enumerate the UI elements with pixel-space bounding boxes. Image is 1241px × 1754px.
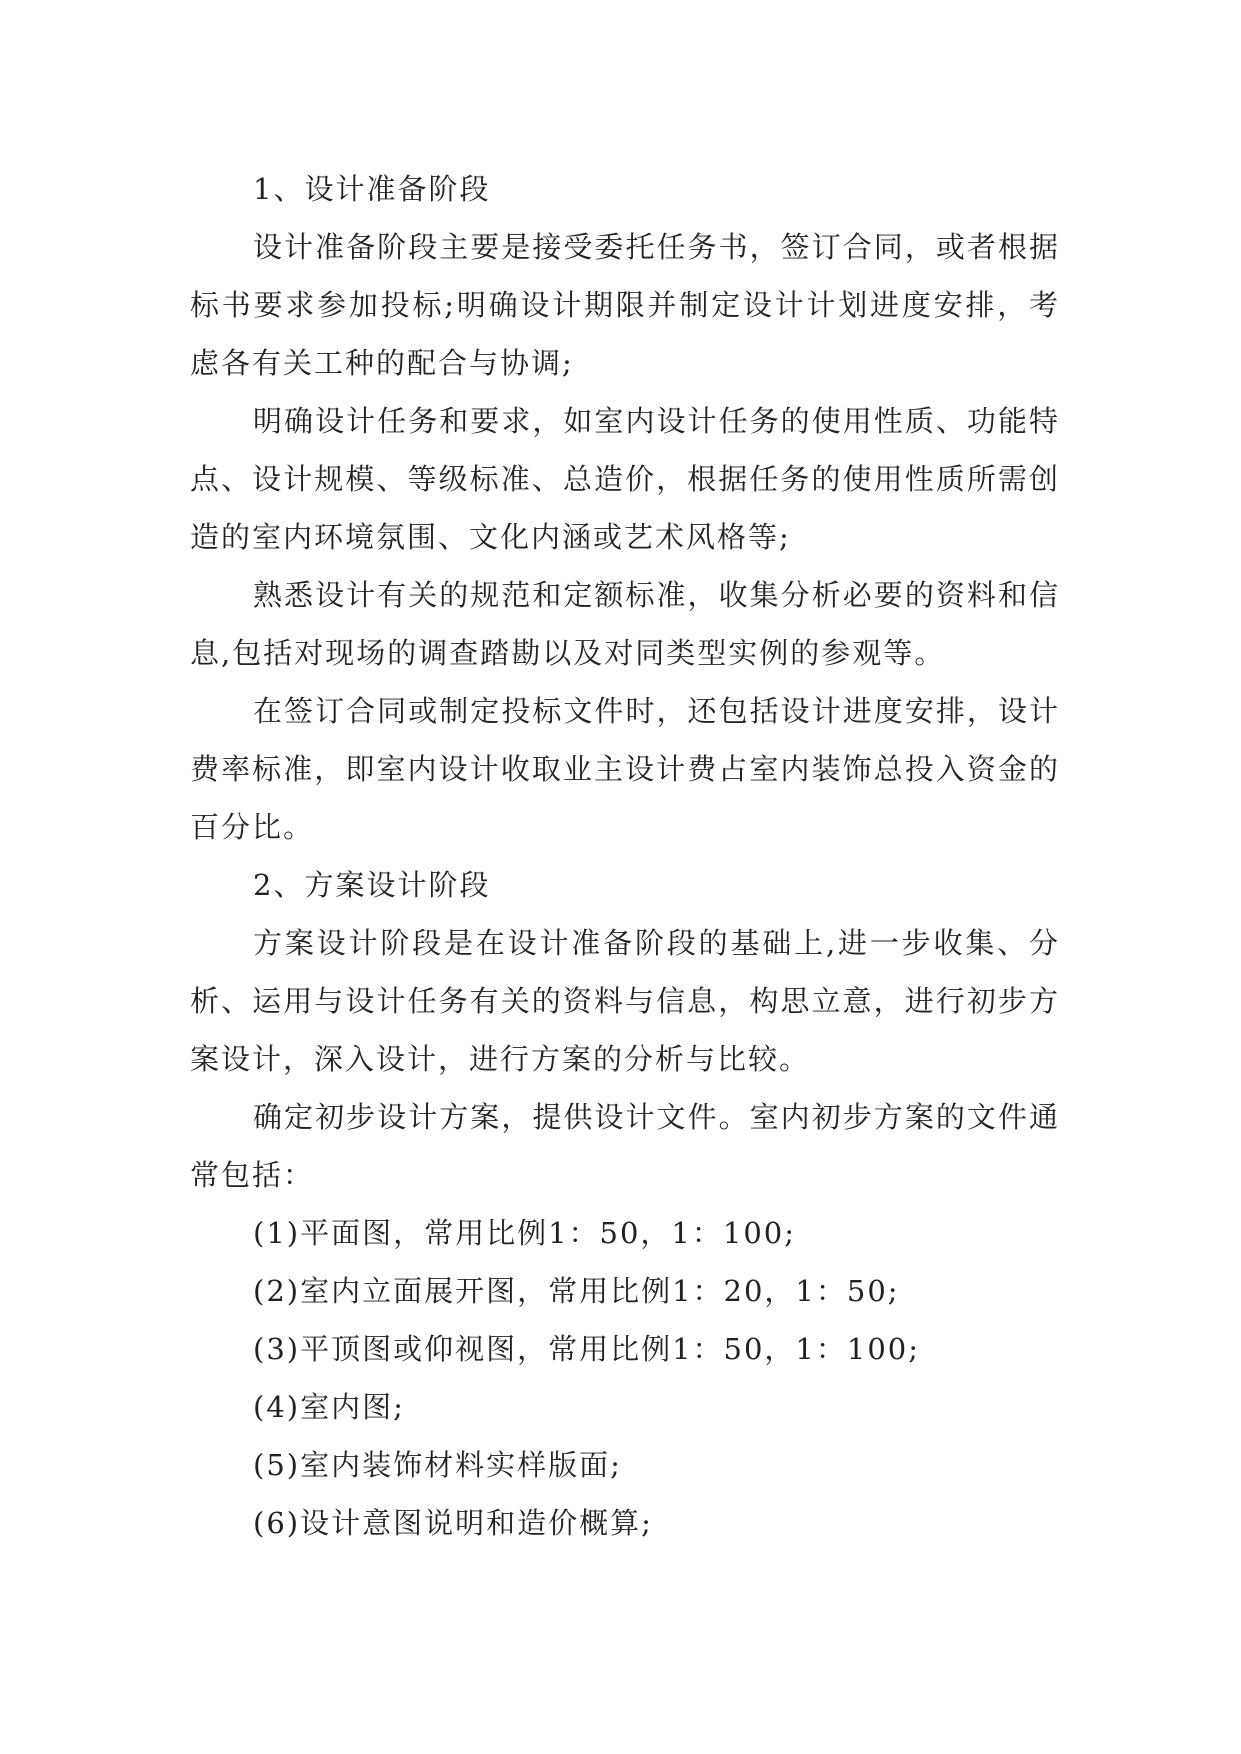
paragraph: 确定初步设计方案，提供设计文件。室内初步方案的文件通常包括： [190, 1100, 1060, 1192]
section-heading-1: 1、设计准备阶段 [253, 172, 491, 206]
paragraph: 熟悉设计有关的规范和定额标准，收集分析必要的资料和信息,包括对现场的调查踏勘以及对同类型实例的参观等。 [190, 578, 1060, 670]
list-item: (3)平顶图或仰视图，常用比例1：50，1：100; [253, 1332, 921, 1366]
list-item: (6)设计意图说明和造价概算; [253, 1506, 653, 1540]
list-item: (1)平面图，常用比例1：50，1：100; [253, 1216, 797, 1250]
paragraph: 在签订合同或制定投标文件时，还包括设计进度安排，设计费率标准，即室内设计收取业主设计费占室内装饰总投入资金的百分比。 [190, 694, 1060, 844]
paragraph: 方案设计阶段是在设计准备阶段的基础上,进一步收集、分析、运用与设计任务有关的资料与信息，构思立意，进行初步方案设计，深入设计，进行方案的分析与比较。 [190, 926, 1060, 1076]
list-item: (5)室内装饰材料实样版面; [253, 1448, 622, 1482]
paragraph: 设计准备阶段主要是接受委托任务书，签订合同，或者根据标书要求参加投标;明确设计期限并制定设计计划进度安排，考虑各有关工种的配合与协调; [190, 230, 1060, 380]
document-body [190, 160, 1060, 1552]
paragraph: 明确设计任务和要求，如室内设计任务的使用性质、功能特点、设计规模、等级标准、总造价，根据任务的使用性质所需创造的室内环境氛围、文化内涵或艺术风格等; [190, 404, 1060, 554]
list-item: (2)室内立面展开图，常用比例1：20，1：50; [253, 1274, 900, 1308]
list-item: (4)室内图; [253, 1390, 405, 1424]
section-heading-2: 2、方案设计阶段 [253, 868, 491, 902]
